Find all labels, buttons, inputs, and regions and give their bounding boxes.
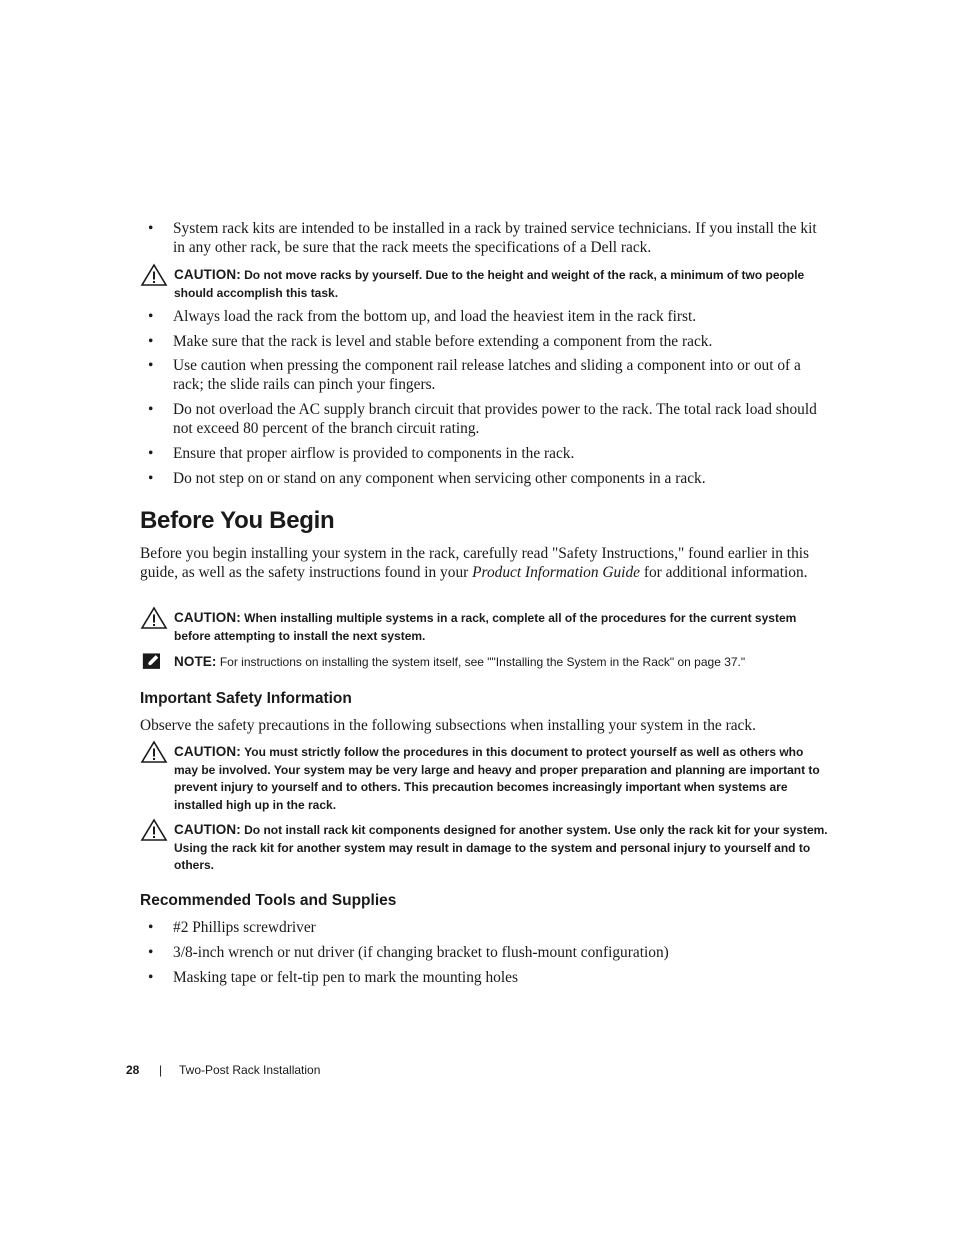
- bullet-glyph: •: [148, 445, 154, 462]
- intro-text-after: for additional information.: [639, 564, 808, 581]
- footer-title: Two-Post Rack Installation: [179, 1063, 321, 1077]
- subsection-title: Recommended Tools and Supplies: [140, 892, 397, 909]
- list-item-text: Do not step on or stand on any component when servicing other components in a rack.: [173, 470, 706, 487]
- warning-triangle-icon: [140, 606, 168, 630]
- warning-triangle-icon: [140, 818, 168, 842]
- list-item-text: System rack kits are intended to be installed in a rack by trained service technicians. If you install the kit in any other rack, be sure that the rack meets the specifications of a Dell rack.: [173, 220, 817, 256]
- note-text: For instructions on installing the system itself, see ""Installing the System in the Rack" on page 37.": [219, 655, 746, 669]
- safety-intro: Observe the safety precautions in the following subsections when installing your system in the rack.: [140, 717, 756, 734]
- bullet-glyph: •: [148, 357, 154, 374]
- section-title: Before You Begin: [140, 507, 335, 534]
- subsection-title: Important Safety Information: [140, 690, 352, 707]
- caution-text: Do not move racks by yourself. Due to the height and weight of the rack, a minimum of two people should accomplish this task.: [174, 268, 805, 300]
- warning-triangle-icon: [140, 263, 168, 287]
- bullet-glyph: •: [148, 944, 154, 961]
- caution-label: CAUTION:: [174, 267, 241, 282]
- list-item-text: Make sure that the rack is level and stable before extending a component from the rack.: [173, 333, 713, 350]
- bullet-glyph: •: [148, 220, 154, 237]
- bullet-glyph: •: [148, 401, 154, 418]
- caution-text: Do not install rack kit components designed for another system. Use only the rack kit for your system. Using the rack kit for another system may result in damage to the system and personal injury to yourself and to others.: [174, 823, 828, 872]
- list-item-text: 3/8-inch wrench or nut driver (if changing bracket to flush-mount configuration): [173, 944, 669, 961]
- intro-text-italic: Product Information Guide: [472, 564, 640, 581]
- intro-paragraph: [140, 544, 810, 582]
- caution-label: CAUTION:: [174, 744, 241, 759]
- list-item-text: Use caution when pressing the component rail release latches and sliding a component into or out of a rack; the slide rails can pinch your fingers.: [173, 357, 801, 393]
- page-number: 28: [126, 1063, 140, 1077]
- list-item-text: Do not overload the AC supply branch circuit that provides power to the rack. The total rack load should not exceed 80 percent of the branch circuit rating.: [173, 401, 817, 437]
- note-label: NOTE:: [174, 654, 217, 669]
- bullet-glyph: •: [148, 308, 154, 325]
- list-item-text: Always load the rack from the bottom up, and load the heaviest item in the rack first.: [173, 308, 697, 325]
- footer-separator: |: [159, 1063, 163, 1077]
- warning-triangle-icon: [140, 740, 168, 764]
- caution-text: You must strictly follow the procedures in this document to protect yourself as well as others who may be involved. Your system may be very large and heavy and proper preparation and planning are important to prevent injury to yourself and to others. This precaution becomes increasingly important when systems are installed high up in the rack.: [174, 745, 820, 812]
- caution-label: CAUTION:: [174, 610, 241, 625]
- caution-label: CAUTION:: [174, 822, 241, 837]
- list-item-text: #2 Phillips screwdriver: [173, 919, 316, 936]
- list-item-text: Ensure that proper airflow is provided to components in the rack.: [173, 445, 575, 462]
- bullet-glyph: •: [148, 919, 154, 936]
- list-item-text: Masking tape or felt-tip pen to mark the mounting holes: [173, 969, 518, 986]
- bullet-glyph: •: [148, 969, 154, 986]
- intro-text-before: Before you begin installing your system in the rack, carefully read "Safety Instructions," found earlier in this guide, as well as the safety instructions found in your: [140, 545, 810, 581]
- bullet-glyph: •: [148, 470, 154, 487]
- caution-text: When installing multiple systems in a rack, complete all of the procedures for the current system before attempting to install the next system.: [174, 611, 797, 643]
- bullet-glyph: •: [148, 333, 154, 350]
- pencil-note-icon: [142, 651, 166, 673]
